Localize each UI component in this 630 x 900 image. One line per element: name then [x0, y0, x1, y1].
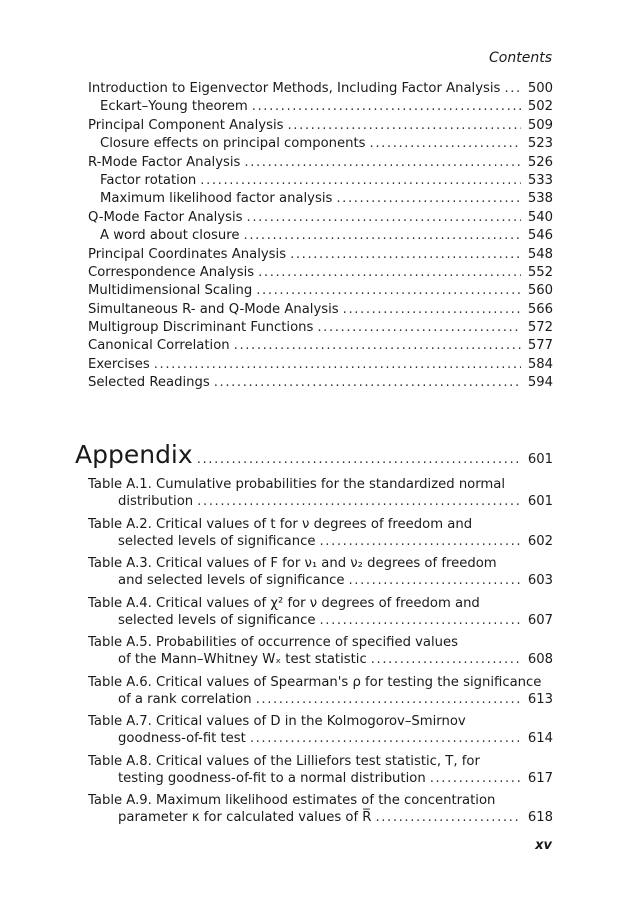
table-page: 613 [527, 691, 553, 707]
table-caption-line2: selected levels of significance [118, 612, 316, 628]
dot-leader [252, 98, 521, 116]
toc-page: 523 [527, 136, 553, 152]
toc-title: Eckart–Young theorem [100, 99, 248, 115]
dot-leader [258, 264, 521, 282]
page-number: xv [535, 838, 552, 853]
toc-title: Canonical Correlation [88, 338, 230, 354]
toc-page: 594 [527, 375, 553, 391]
toc-page: 584 [527, 356, 553, 372]
toc-title: Principal Component Analysis [88, 117, 284, 133]
table-page: 617 [527, 770, 553, 786]
toc-title: Multidimensional Scaling [88, 283, 253, 299]
toc-page: 526 [527, 154, 553, 170]
toc-entry [88, 80, 553, 98]
toc-title: Selected Readings [88, 375, 210, 391]
toc-title: R-Mode Factor Analysis [88, 154, 241, 170]
dot-leader [319, 533, 521, 550]
toc-page: 546 [527, 228, 553, 244]
dot-leader [197, 452, 521, 467]
toc-entry [88, 374, 553, 392]
table-caption-line2: selected levels of significance [118, 533, 316, 549]
appendix-heading [75, 440, 553, 474]
table-caption: Table A.9. Maximum likelihood estimates of the concentration [88, 793, 496, 808]
dot-leader [287, 117, 521, 135]
toc-title: Factor rotation [100, 172, 197, 188]
toc-entry [88, 282, 553, 300]
table-page: 603 [527, 573, 553, 588]
dot-leader [319, 612, 521, 629]
toc-page: 548 [527, 246, 553, 262]
table-caption: Table A.4. Critical values of χ² for ν degrees of freedom and [88, 595, 480, 611]
dot-leader [244, 154, 521, 172]
toc-entry [88, 190, 553, 208]
table-caption-cont [88, 533, 553, 550]
table-caption-line2: of a rank correlation [118, 691, 252, 707]
appendix-title: Appendix [75, 440, 193, 469]
dot-leader [256, 691, 521, 708]
dot-leader [234, 337, 521, 355]
dot-leader [244, 227, 521, 245]
toc-entry [88, 154, 553, 172]
table-caption-cont [88, 493, 553, 510]
table-caption: Table A.8. Critical values of the Lilliefors test statistic, T, for [88, 753, 480, 769]
toc-entry [88, 301, 553, 319]
table-caption-cont [88, 651, 553, 668]
toc-title: Simultaneous R- and Q-Mode Analysis [88, 301, 339, 317]
dot-leader [317, 319, 521, 337]
dot-leader [371, 651, 521, 668]
table-caption-cont [88, 770, 553, 787]
dot-leader [336, 190, 521, 208]
appendix-table-entry [88, 713, 553, 747]
appendix-page: 601 [527, 452, 553, 467]
toc-page: 560 [527, 283, 553, 299]
table-page: 607 [527, 612, 553, 628]
dot-leader [250, 730, 521, 747]
table-page: 614 [527, 731, 553, 746]
toc-page: 533 [527, 172, 553, 188]
table-caption: Table A.5. Probabilities of occurrence of specified values [88, 635, 459, 650]
toc-page: 566 [527, 301, 553, 317]
dot-leader [200, 172, 521, 190]
toc-page: 538 [527, 191, 553, 207]
dot-leader [247, 209, 521, 227]
dot-leader [348, 572, 521, 589]
toc-entry [88, 135, 553, 153]
toc-title: A word about closure [100, 228, 240, 244]
toc-title: Correspondence Analysis [88, 264, 255, 280]
toc-title: Principal Coordinates Analysis [88, 246, 287, 262]
table-caption-cont [88, 809, 553, 826]
toc-title: Introduction to Eigenvector Methods, Including Factor Analysis [88, 81, 501, 96]
toc-page: 540 [527, 209, 553, 225]
table-caption-line2: goodness-of-fit test [118, 731, 246, 746]
table-caption-line2: distribution [118, 494, 194, 509]
table-caption-line2: and selected levels of significance [118, 573, 345, 588]
toc-entry [88, 209, 553, 227]
appendix-table-list [88, 476, 553, 826]
dot-leader [290, 246, 521, 264]
toc-page: 552 [527, 264, 553, 280]
dot-leader [370, 135, 521, 153]
appendix-table-entry [88, 595, 553, 629]
appendix-table-entry [88, 792, 553, 826]
dot-leader [214, 374, 521, 392]
toc-page: 502 [527, 99, 553, 115]
appendix-section [75, 440, 553, 832]
table-caption: Table A.6. Critical values of Spearman's ρ for testing the significance [88, 674, 542, 690]
toc-title: Multigroup Discriminant Functions [88, 320, 314, 336]
dot-leader [256, 282, 521, 300]
appendix-table-entry [88, 634, 553, 668]
toc-title: Q-Mode Factor Analysis [88, 209, 243, 225]
table-page: 602 [527, 533, 553, 549]
dot-leader [154, 356, 521, 374]
toc-page: 577 [527, 338, 553, 354]
toc-title: Maximum likelihood factor analysis [100, 191, 333, 207]
toc-list [88, 80, 553, 393]
toc-entry [88, 172, 553, 190]
appendix-table-entry [88, 555, 553, 589]
toc-entry [88, 337, 553, 355]
toc-entry [88, 117, 553, 135]
table-caption-line2: of the Mann–Whitney Wₓ test statistic [118, 652, 367, 667]
table-caption-cont [88, 572, 553, 589]
toc-entry [88, 264, 553, 282]
table-caption-line2: testing goodness-of-fit to a normal distribution [118, 770, 426, 786]
table-caption-cont [88, 691, 553, 708]
table-caption-cont [88, 612, 553, 629]
table-caption: Table A.2. Critical values of t for ν degrees of freedom and [88, 516, 473, 532]
toc-page: 572 [527, 320, 553, 336]
table-caption: Table A.1. Cumulative probabilities for the standardized normal [88, 477, 506, 492]
dot-leader [197, 493, 521, 510]
table-caption: Table A.3. Critical values of F for ν₁ and ν₂ degrees of freedom [88, 556, 497, 571]
table-caption-cont [88, 730, 553, 747]
dot-leader [504, 80, 521, 98]
toc-entry [88, 227, 553, 245]
appendix-table-entry [88, 516, 553, 550]
running-header: Contents [489, 50, 552, 66]
appendix-table-entry [88, 753, 553, 787]
toc-entry [88, 98, 553, 116]
toc-entry [88, 319, 553, 337]
dot-leader [430, 770, 521, 787]
table-page: 608 [527, 652, 553, 667]
toc-entry [88, 246, 553, 264]
dot-leader [343, 301, 521, 319]
toc-page: 500 [527, 81, 553, 96]
appendix-table-entry [88, 476, 553, 510]
toc-title: Exercises [88, 356, 150, 372]
toc-page: 509 [527, 117, 553, 133]
toc-title: Closure effects on principal components [100, 136, 366, 152]
table-page: 618 [527, 810, 553, 825]
table-caption: Table A.7. Critical values of D in the Kolmogorov–Smirnov [88, 714, 466, 729]
appendix-table-entry [88, 674, 553, 708]
dot-leader [375, 809, 521, 826]
toc-entry [88, 356, 553, 374]
table-page: 601 [527, 494, 553, 509]
table-caption-line2: parameter κ for calculated values of R̅ [118, 810, 372, 825]
